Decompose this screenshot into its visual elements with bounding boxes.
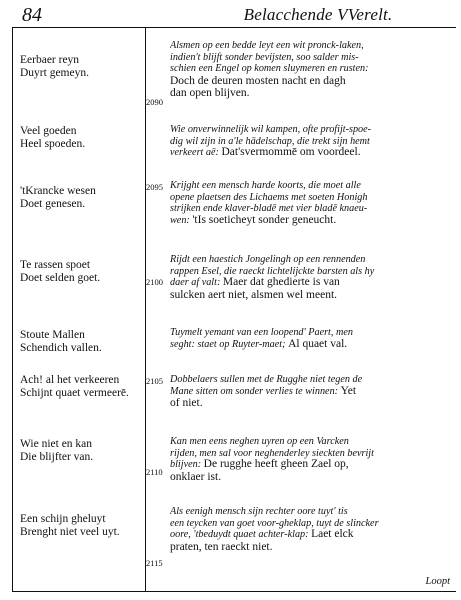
- entry-text: [170, 436, 456, 483]
- italic-line: dig wil zijn in a'le hādelschap, die trekt sijn hemt: [170, 135, 370, 147]
- roman-fragment: Maer dat ghedierte is van: [222, 277, 340, 289]
- margin-proverb: [20, 329, 142, 355]
- margin-proverb: [20, 125, 142, 151]
- top-rule: [12, 27, 456, 28]
- italic-fragment: daer af valt:: [170, 277, 221, 289]
- line-number: 2105: [146, 376, 163, 386]
- italic-line: schien een Engel op komen sluymeren en rusten:: [170, 63, 369, 75]
- bottom-rule: [12, 591, 456, 592]
- italic-line: indien't blijft sonder bevijsten, soo salder mis-: [170, 51, 359, 63]
- proverb-line: Duyrt gemeyn.: [20, 67, 89, 79]
- italic-line: strijken ende klaver-bladē met vier bladē knaeu-: [170, 203, 368, 215]
- roman-line: onklaer ist.: [170, 470, 222, 483]
- mixed-line: [170, 386, 456, 398]
- line-number: 2110: [146, 467, 163, 477]
- italic-fragment: blijven:: [170, 459, 202, 471]
- roman-fragment: Yet: [340, 385, 357, 397]
- roman-line: of niet.: [170, 397, 203, 410]
- margin-proverb: [20, 374, 142, 400]
- mixed-line: [170, 147, 456, 159]
- running-head: Belacchende VVerelt.: [243, 5, 393, 24]
- italic-fragment: verkeert aē:: [170, 147, 219, 159]
- entry-text: [170, 254, 456, 301]
- proverb-line: Doet selden goet.: [20, 272, 101, 284]
- proverb-line: Stoute Mallen: [20, 329, 85, 341]
- proverb-line: Te rassen spoet: [20, 259, 91, 271]
- left-rule: [12, 27, 13, 592]
- italic-line: opene plaetsen des Lichaems met soeten Honigh: [170, 191, 368, 203]
- entry-text: [170, 327, 456, 350]
- italic-line: Als eenigh mensch sijn rechter oore tuyt' tis: [170, 506, 348, 517]
- roman-fragment: De rugghe heeft gheen Zael op,: [203, 459, 349, 471]
- proverb-line: Veel goeden: [20, 125, 77, 137]
- entry-text: [170, 124, 456, 159]
- italic-line: Rijdt een haestich Jongelingh op een rennenden: [170, 254, 366, 265]
- margin-proverb: [20, 185, 142, 211]
- margin-proverb: [20, 259, 142, 285]
- proverb-line: Schendich vallen.: [20, 342, 102, 354]
- entry-text: [170, 506, 456, 553]
- proverb-line: Wie niet en kan: [20, 438, 93, 450]
- margin-proverb: [20, 54, 142, 80]
- margin-proverb: [20, 513, 142, 539]
- italic-line: Tuymelt yemant van een loopend' Paert, men: [170, 327, 353, 338]
- entry-text: [170, 40, 456, 100]
- proverb-line: Een schijn gheluyt: [20, 513, 106, 525]
- margin-proverb: [20, 438, 142, 464]
- roman-line: sulcken aert niet, alsmen wel meent.: [170, 288, 338, 301]
- roman-line: praten, ten raeckt niet.: [170, 540, 273, 553]
- entry-text: [170, 374, 456, 410]
- italic-line: rappen Esel, die raeckt lichtelijckte barsten als hy: [170, 265, 375, 277]
- column-divider: [145, 27, 146, 592]
- line-number: 2090: [146, 97, 163, 107]
- mixed-line: [170, 215, 456, 227]
- mixed-line: [170, 339, 456, 351]
- page-number: 84: [22, 4, 42, 26]
- italic-fragment: wen:: [170, 214, 190, 226]
- roman-fragment: 'tIs soeticheyt sonder geneucht.: [192, 214, 337, 226]
- italic-fragment: seght: staet op Ruyter-maet;: [170, 338, 286, 350]
- italic-fragment: oore, 'tbeduydt quaet achter-klap:: [170, 529, 309, 541]
- italic-line: Kan men eens neghen uyren op een Varcken: [170, 436, 349, 447]
- proverb-line: Schijnt quaet vermeerē.: [20, 387, 129, 399]
- mixed-line: [170, 277, 456, 289]
- proverb-line: Doet genesen.: [20, 198, 86, 210]
- roman-line: Doch de deuren mosten nacht en dagh: [170, 74, 346, 87]
- line-number: 2100: [146, 277, 163, 287]
- proverb-line: Eerbaer reyn: [20, 54, 80, 66]
- proverb-line: Brenght niet veel uyt.: [20, 526, 120, 538]
- entry-text: [170, 180, 456, 226]
- italic-line: Dobbelaers sullen met de Rugghe niet tegen de: [170, 374, 363, 385]
- proverb-line: Ach! al het verkeeren: [20, 374, 120, 386]
- line-number: 2095: [146, 182, 163, 192]
- roman-fragment: Dat'svermommē om voordeel.: [221, 147, 361, 159]
- mixed-line: [170, 459, 456, 471]
- line-number: 2115: [146, 558, 163, 568]
- italic-line: Wie onverwinnelijk wil kampen, ofte profijt-spoe-: [170, 124, 372, 135]
- proverb-line: 'tKrancke wesen: [20, 185, 96, 197]
- roman-line: dan open blijven.: [170, 87, 250, 100]
- proverb-line: Die blijfter van.: [20, 451, 94, 463]
- roman-fragment: Laet elck: [311, 529, 354, 541]
- proverb-line: Heel spoeden.: [20, 138, 86, 150]
- mixed-line: [170, 529, 456, 541]
- italic-line: Krijght een mensch harde koorts, die moet alle: [170, 180, 361, 191]
- italic-line: een teycken van goet voor-gheklap, tuyt de slincker: [170, 517, 379, 529]
- catchword: Loopt: [425, 576, 450, 587]
- roman-fragment: Al quaet val.: [288, 338, 348, 350]
- italic-line: Alsmen op een bedde leyt een wit pronck-laken,: [170, 40, 364, 51]
- italic-fragment: Mane sitten om sonder verlies te winnen:: [170, 385, 339, 397]
- italic-line: rijden, men sal voor neghenderley sieckten bevrijt: [170, 447, 374, 459]
